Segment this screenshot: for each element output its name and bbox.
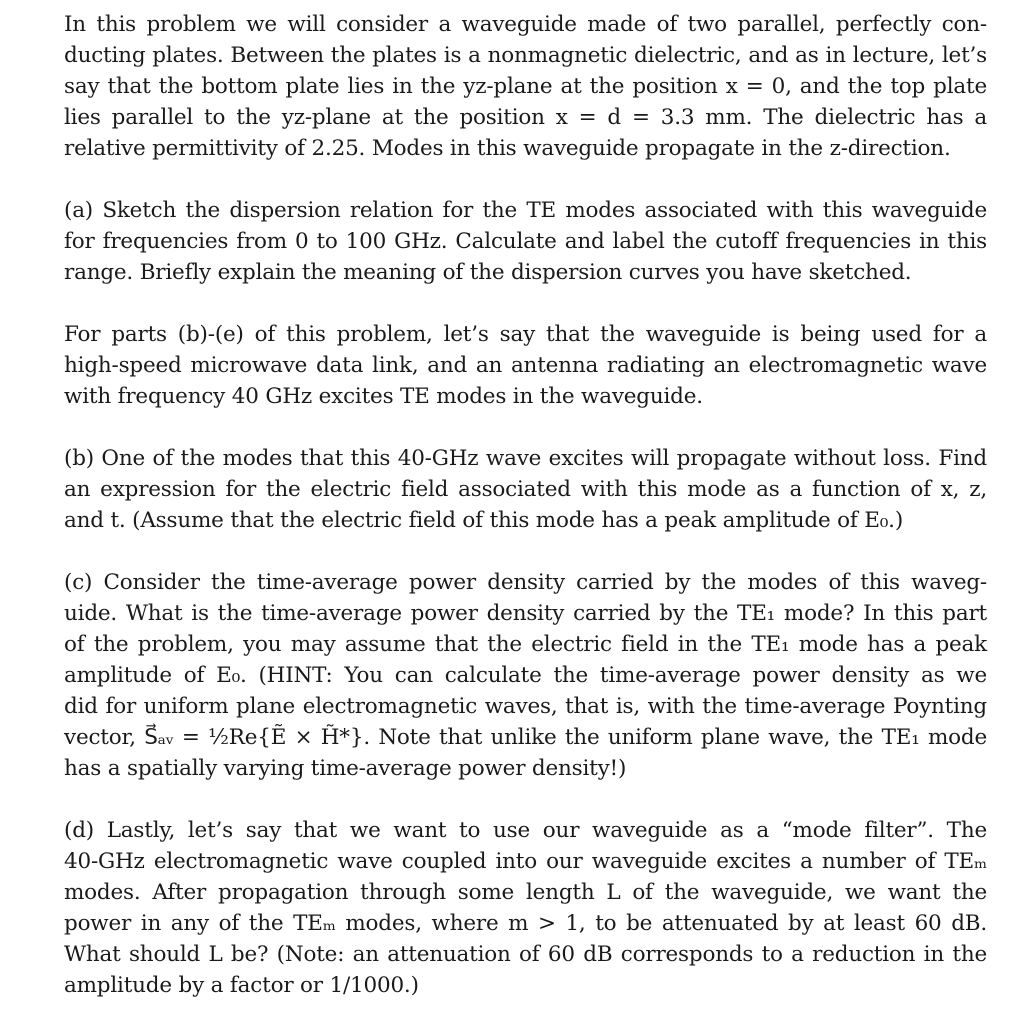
paragraph-parts-b-e-intro (64, 319, 987, 412)
text-line: say that the bottom plate lies in the yz-plane at the position x = 0, and the top plate (64, 74, 987, 99)
text-line: for frequencies from 0 to 100 GHz. Calculate and label the cutoff frequencies in this (64, 229, 987, 254)
text-line: 40-GHz electromagnetic wave coupled into our waveguide excites a number of TEₘ (64, 849, 987, 874)
text-line: What should L be? (Note: an attenuation of 60 dB corresponds to a reduction in the (64, 942, 987, 967)
text-line: (d) Lastly, let’s say that we want to use our waveguide as a “mode filter”. The (64, 818, 987, 843)
text-line: range. Briefly explain the meaning of the dispersion curves you have sketched. (64, 260, 912, 285)
text-line: amplitude by a factor or 1/1000.) (64, 973, 419, 998)
paragraph-part-c (64, 567, 987, 784)
paragraph-intro (64, 9, 987, 164)
text-line: of the problem, you may assume that the electric field in the TE₁ mode has a peak (64, 632, 987, 657)
text-line: In this problem we will consider a waveguide made of two parallel, perfectly con- (64, 12, 987, 37)
text-line: vector, S⃗ₐᵥ = ½Re{Ẽ × H̃*}. Note that unlike the uniform plane wave, the TE₁ mode (64, 725, 987, 750)
paragraph-part-a (64, 195, 987, 288)
text-line: an expression for the electric field associated with this mode as a function of x, z, (64, 477, 987, 502)
paragraph-part-d (64, 815, 987, 1001)
text-line: uide. What is the time-average power density carried by the TE₁ mode? In this part (64, 601, 987, 626)
text-line: amplitude of E₀. (HINT: You can calculate the time-average power density as we (64, 663, 987, 688)
text-line: relative permittivity of 2.25. Modes in this waveguide propagate in the z-direction. (64, 136, 951, 161)
text-line: and t. (Assume that the electric field of this mode has a peak amplitude of E₀.) (64, 508, 904, 533)
text-line: power in any of the TEₘ modes, where m > 1, to be attenuated by at least 60 dB. (64, 911, 987, 936)
text-line: ducting plates. Between the plates is a nonmagnetic dielectric, and as in lecture, let’s (64, 43, 987, 68)
text-line: lies parallel to the yz-plane at the position x = d = 3.3 mm. The dielectric has a (64, 105, 987, 130)
text-line: with frequency 40 GHz excites TE modes in the waveguide. (64, 384, 703, 409)
text-line: has a spatially varying time-average power density!) (64, 756, 627, 781)
text-line: did for uniform plane electromagnetic waves, that is, with the time-average Poynting (64, 694, 987, 719)
text-line: (c) Consider the time-average power density carried by the modes of this waveg- (64, 570, 987, 595)
text-line: high-speed microwave data link, and an antenna radiating an electromagnetic wave (64, 353, 987, 378)
paragraph-part-b (64, 443, 987, 536)
text-line: (b) One of the modes that this 40-GHz wave excites will propagate without loss. Find (64, 446, 987, 471)
text-line: modes. After propagation through some length L of the waveguide, we want the (64, 880, 987, 905)
text-line: (a) Sketch the dispersion relation for the TE modes associated with this waveguide (64, 198, 987, 223)
text-line: For parts (b)-(e) of this problem, let’s say that the waveguide is being used for a (64, 322, 987, 347)
